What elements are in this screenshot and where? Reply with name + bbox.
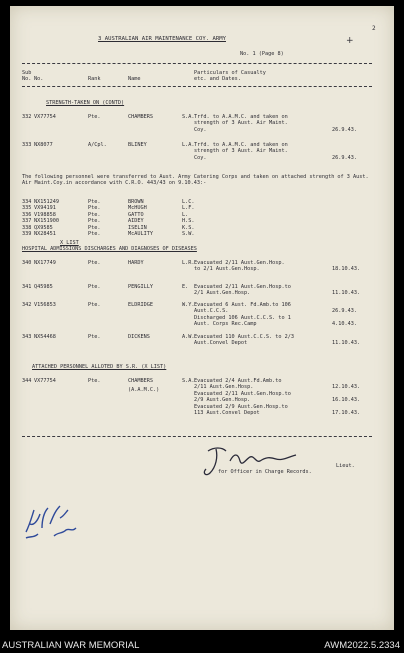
row-initials: W.Y. xyxy=(182,302,195,308)
row-sub-number: 332 xyxy=(22,114,32,120)
archive-reference: AWM2022.5.2334 xyxy=(324,640,400,651)
row-particulars-line: Discharged 106 Aust.C.C.S. to 1 xyxy=(194,314,291,321)
row-name: ELDRIDGE xyxy=(128,302,153,308)
document-page xyxy=(10,6,394,630)
row-initials: K.S. xyxy=(182,224,195,231)
row-rank: Pte. xyxy=(88,284,101,290)
row-particulars-line: to 2/1 Aust.Gen.Hosp. xyxy=(194,266,260,273)
row-name: McAULITY xyxy=(128,231,153,237)
header-rule-top xyxy=(22,63,372,64)
row-particulars-line: Evacuated 2/4 Aust.Fd.Amb.to xyxy=(194,378,282,384)
row-sub-number: 340 xyxy=(22,260,32,266)
row-name: PENGILLY xyxy=(128,284,153,290)
row-initials: L.A. xyxy=(182,142,195,148)
row-initials: S.A. xyxy=(182,378,195,384)
section-title-hospital: HOSPITAL ADMISSIONS DISCHARGES AND DIAGNOSES OF DISEASES xyxy=(22,246,197,252)
row-date: 12.10.43. xyxy=(332,384,361,391)
row-date: 18.10.43. xyxy=(332,266,361,273)
row-particulars-line: Coy. xyxy=(194,154,207,161)
col-sub-no: Sub No. xyxy=(22,70,32,83)
row-particulars-line: Aust. Corps Rec.Camp xyxy=(194,321,257,328)
col-no: No. xyxy=(34,76,44,82)
row-initials: E. xyxy=(182,284,189,290)
row-rank: Pte. xyxy=(88,334,101,340)
handwritten-signature xyxy=(200,443,300,483)
row-date: 11.10.43. xyxy=(332,340,361,347)
row-service-number: QX9585 xyxy=(34,224,53,231)
row-rank: Pte. xyxy=(88,218,101,225)
col-rank: Rank xyxy=(88,76,101,82)
row-sub-number: 341 xyxy=(22,284,32,290)
row-particulars-line: Trfd. to A.A.M.C. and taken on xyxy=(194,142,288,148)
row-sub-number: 333 xyxy=(22,142,32,148)
row-initials: L.C. xyxy=(182,199,195,205)
row-name: AIDEY xyxy=(128,218,144,225)
row-date: 26.9.43. xyxy=(332,308,357,315)
row-sub-number: 342 xyxy=(22,302,32,308)
row-name-unit: (A.A.M.C.) xyxy=(128,386,160,393)
page-reference: No. 1 (Page 8) xyxy=(240,51,284,57)
row-name: HARDY xyxy=(128,260,144,266)
header-rule-bottom xyxy=(22,86,372,87)
row-sub-number: 339 xyxy=(22,231,32,237)
row-initials: L.R. xyxy=(182,260,195,266)
row-particulars-line: Evacuated 110 Aust.C.C.S. to 2/3 xyxy=(194,334,294,340)
row-service-number: NX151249 xyxy=(34,199,59,205)
row-particulars-line: strength of 3 Aust. Air Maint. xyxy=(194,120,288,127)
col-name: Name xyxy=(128,76,141,82)
row-name: GATTO xyxy=(128,211,144,218)
col-particulars: Particulars of Casualty etc. and Dates. xyxy=(194,70,266,83)
corner-mark: + xyxy=(346,36,354,46)
section-title-attached: ATTACHED PERSONNEL ALLOTED BY S.R. (X LIST) xyxy=(32,364,167,370)
row-rank: Pte. xyxy=(88,224,101,231)
row-particulars-line: Trfd. to A.A.M.C. and taken on xyxy=(194,114,288,120)
row-initials: S.A. xyxy=(182,114,195,120)
row-initials: S.W. xyxy=(182,231,195,237)
archive-name: AUSTRALIAN WAR MEMORIAL xyxy=(2,640,140,651)
row-initials: L.F. xyxy=(182,205,195,212)
row-particulars-line: strength of 3 Aust. Air Maint. xyxy=(194,148,288,155)
row-rank: A/Cpl. xyxy=(88,142,107,148)
signature-caption: for Officer in Charge Records. xyxy=(218,469,312,475)
row-service-number: VX94191 xyxy=(34,205,56,212)
row-particulars-line: Evacuated 2/11 Aust.Gen.Hosp. xyxy=(194,260,285,266)
row-date: 11.10.43. xyxy=(332,290,361,297)
row-rank: Pte. xyxy=(88,205,101,212)
row-rank: Pte. xyxy=(88,302,101,308)
row-name: BLINEY xyxy=(128,142,147,148)
footer-rule xyxy=(22,436,372,437)
row-particulars-line: 113 Aust.Convel Depot xyxy=(194,410,260,416)
row-sub-number: 337 xyxy=(22,218,32,225)
row-rank: Pte. xyxy=(88,260,101,266)
row-sub-number: 343 xyxy=(22,334,32,340)
corner-number: 2 xyxy=(372,25,376,32)
row-sub-number: 336 xyxy=(22,211,32,218)
row-service-number: VX77754 xyxy=(34,114,56,120)
row-service-number: NX8077 xyxy=(34,142,53,148)
transfer-paragraph: The following personnel were transferred to Aust. Army Catering Corps and taken on attached strength of 3 Aust. Air Maint.Coy.in accordance with C.R.O. 443/43 on 9.10.43:- xyxy=(22,174,369,187)
row-sub-number: 344 xyxy=(22,378,32,384)
row-name: DICKENS xyxy=(128,334,150,340)
row-particulars-line: Evacuated 6 Aust. Fd.Amb.to 106 xyxy=(194,302,291,308)
row-particulars-line: 2/1 Aust.Gen.Hosp. xyxy=(194,290,251,297)
row-rank: Pte. xyxy=(88,211,101,218)
row-name: McHUGH xyxy=(128,205,147,212)
row-date: 4.10.43. xyxy=(332,321,357,328)
row-particulars-line: Evacuated 2/11 Aust.Gen.Hosp.to xyxy=(194,284,291,290)
row-particulars-line: Aust.Convel Depot xyxy=(194,340,248,347)
row-name: CHAMBERS xyxy=(128,378,153,384)
row-particulars-line: 2/11 Aust.Gen.Hosp. xyxy=(194,384,254,391)
row-service-number: NX54468 xyxy=(34,334,56,340)
row-sub-number: 338 xyxy=(22,224,32,231)
row-sub-number: 334 xyxy=(22,199,32,205)
row-service-number: V156853 xyxy=(34,302,56,308)
row-date: 17.10.43. xyxy=(332,410,361,416)
row-particulars-line: Aust.C.C.S. xyxy=(194,308,229,315)
row-particulars-line: Evacuated 2/11 Aust.Gen.Hosp.to xyxy=(194,390,291,397)
row-rank: Pte. xyxy=(88,199,101,205)
row-initials: A.W. xyxy=(182,334,195,340)
row-initials: H.S. xyxy=(182,218,195,225)
row-particulars-line: Coy. xyxy=(194,126,207,133)
row-service-number: V198858 xyxy=(34,211,56,218)
row-date: 26.9.43. xyxy=(332,126,357,133)
row-particulars-line: 2/9 Aust.Gen.Hosp. xyxy=(194,397,251,404)
row-name: BROWN xyxy=(128,199,144,205)
row-rank: Pte. xyxy=(88,231,101,237)
row-initials: L. xyxy=(182,211,189,218)
document-title: 3 AUSTRALIAN AIR MAINTENANCE COY. ARMY xyxy=(98,36,226,42)
row-name: CHAMBERS xyxy=(128,114,153,120)
row-service-number: NX151900 xyxy=(34,218,59,225)
section-title-strength: STRENGTH-TAKEN ON (CONTD) xyxy=(46,100,125,106)
row-service-number: NX17749 xyxy=(34,260,56,266)
row-name: ISELIN xyxy=(128,224,147,231)
row-date: 26.9.43. xyxy=(332,154,357,161)
handwritten-annotation-stamp xyxy=(20,494,90,544)
row-rank: Pte. xyxy=(88,378,101,384)
row-service-number: VX77754 xyxy=(34,378,56,384)
signature-rank: Lieut. xyxy=(336,463,355,469)
section-x-list-label: X LIST xyxy=(60,240,79,246)
row-date: 16.10.43. xyxy=(332,397,361,404)
row-service-number: Q45985 xyxy=(34,284,53,290)
row-sub-number: 335 xyxy=(22,205,32,212)
row-service-number: NX28451 xyxy=(34,231,56,237)
row-particulars-line: Evacuated 2/9 Aust.Gen.Hosp.to xyxy=(194,403,288,410)
row-rank: Pte. xyxy=(88,114,101,120)
